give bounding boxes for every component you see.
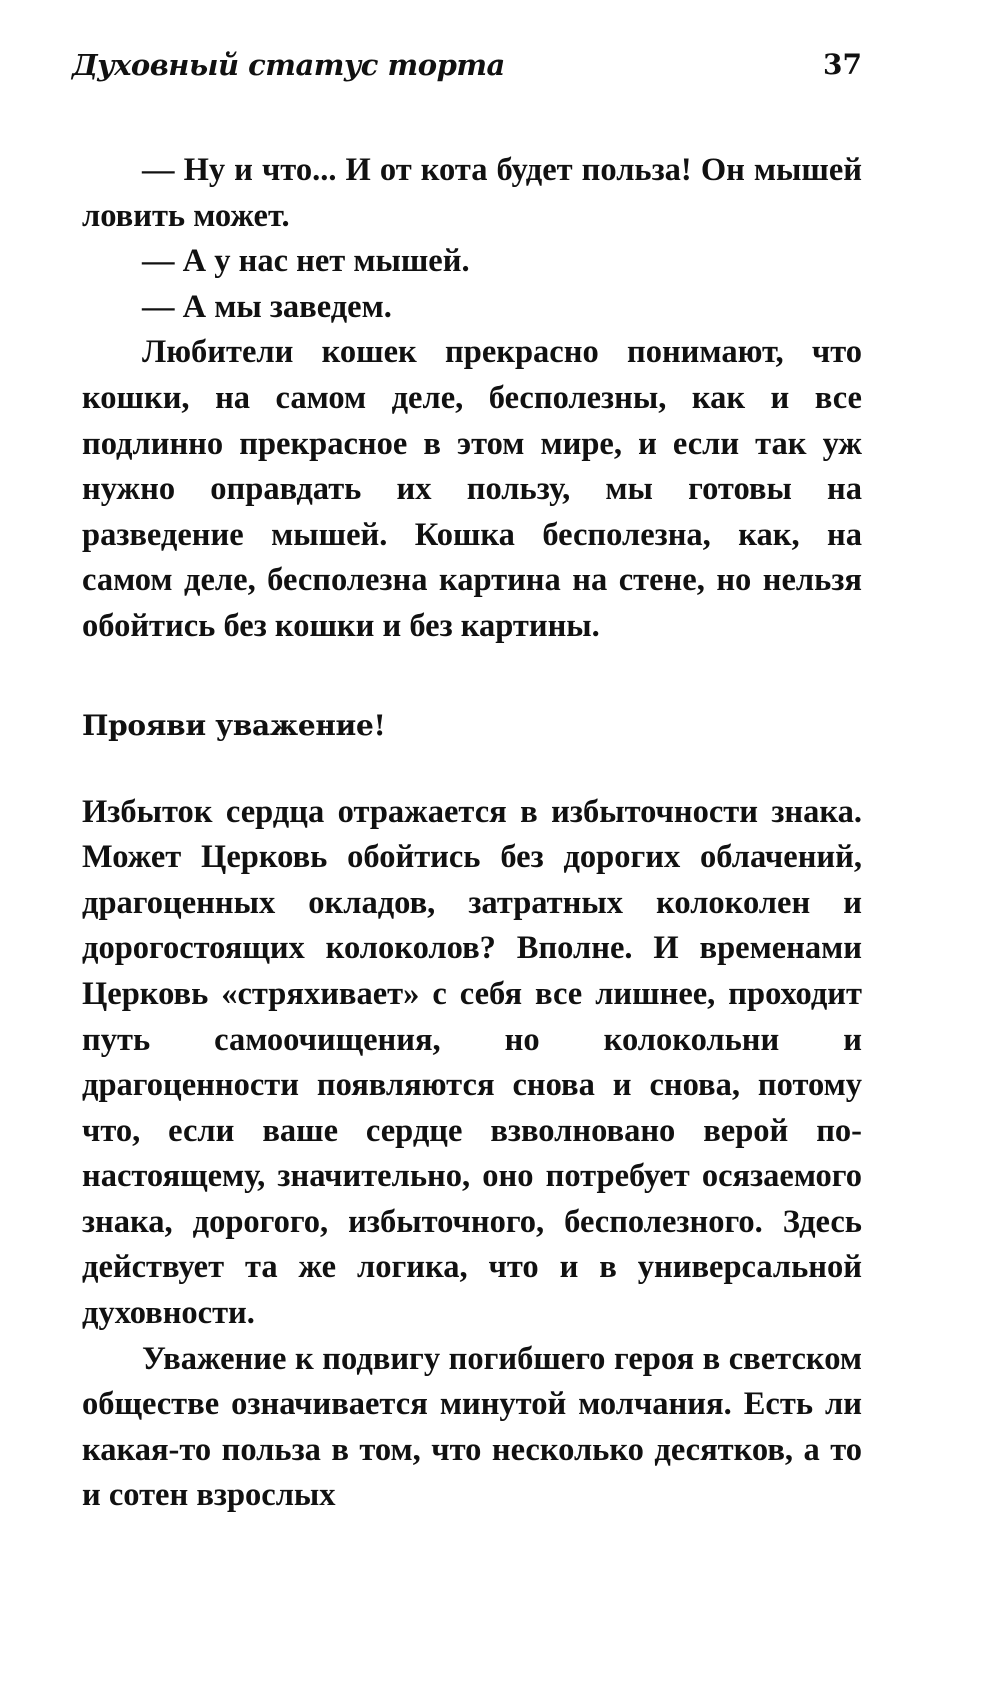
paragraph-cats: Любители кошек прекрасно понимают, что кошки, на самом деле, бесполезны, как и все подлинно прекрасное в этом мире, и если так уж нужно оправдать их пользу, мы готовы на разведение мышей. Кошка бесполезна, как, на самом деле, бесполезна картина на стене, но нельзя обойтись без кошки и без картины. (82, 334, 862, 644)
running-head (72, 42, 862, 88)
paragraph-church: Избыток сердца отражается в избыточности знака. Может Церковь обойтись без дорогих облачений, драгоценных окладов, затратных колоколен и дорогостоящих колоколов? Вполне. И временами Церковь «стряхивает» с себя все лишнее, проходит путь самоочищения, но колокольни и драгоценности появляются снова и снова, потому что, если ваше сердце взволновано верой по-настоящему, значительно, оно потребует осязаемого знака, дорогого, избыточного, бесполезного. Здесь действует та же логика, что и в универсальной духовности. (82, 793, 862, 1332)
page-number: 37 (823, 48, 862, 81)
dialogue-line-2: — А у нас нет мышей. (142, 243, 470, 280)
body-text (82, 148, 862, 1519)
paragraph-respect: Уважение к подвигу погибшего героя в светском обществе означивается минутой молчания. Есть ли какая-то польза в том, что несколько десятков, а то и сотен взрослых (82, 1340, 862, 1514)
running-title: Духовный статус торта (72, 48, 505, 82)
dialogue-line-1: — Ну и что... И от кота будет польза! Он мышей ловить может. (82, 152, 862, 234)
dialogue-line-3: — А мы заведем. (142, 288, 392, 325)
section-heading: Прояви уважение! (82, 708, 386, 742)
